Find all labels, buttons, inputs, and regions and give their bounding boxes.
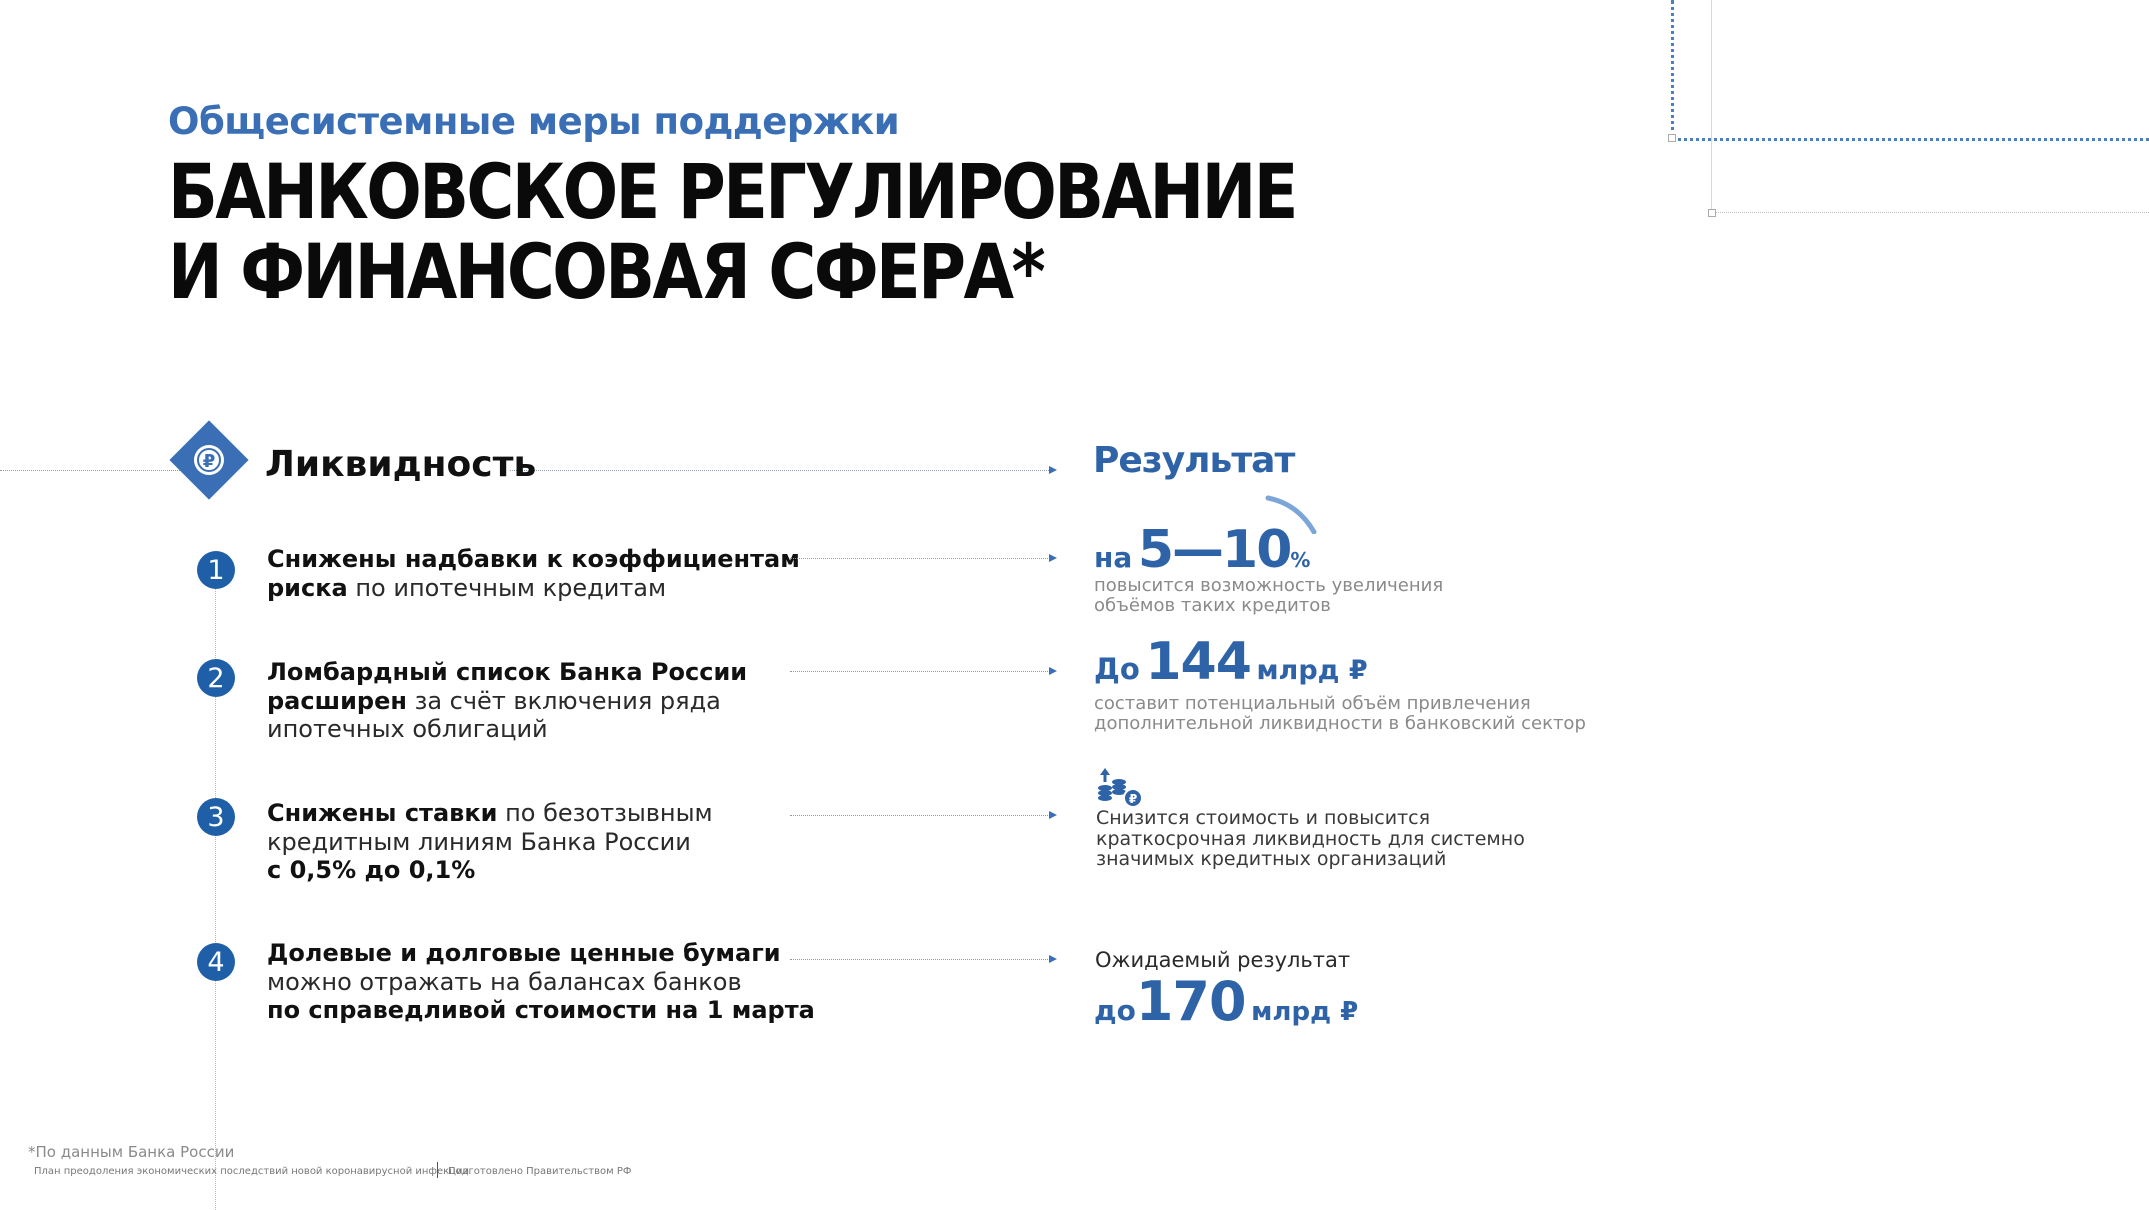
connector-line-1: [790, 558, 1052, 559]
page-title-line-2: И ФИНАНСОВАЯ СФЕРА*: [168, 227, 1044, 316]
step-number-2: 2: [197, 659, 235, 697]
page-title: [168, 147, 1296, 316]
result-2-desc: [1094, 694, 1586, 734]
ruble-coin-icon: [181, 432, 237, 488]
coins-up-icon: [1097, 766, 1143, 808]
measure-item-3: [267, 799, 713, 885]
connector-line-4: [790, 959, 1052, 960]
section-title: Ликвидность: [265, 444, 537, 485]
corner-hairline-vertical: [1711, 0, 1712, 212]
section-divider-left: [0, 470, 180, 471]
measure-3-text: по безотзывным: [497, 799, 713, 827]
result-2-number: 144: [1145, 632, 1251, 692]
result-4-label: Ожидаемый результат: [1095, 948, 1351, 972]
arrow-head-icon: [1049, 466, 1057, 474]
result-2-prefix: До: [1094, 652, 1140, 686]
measure-1-bold: Снижены надбавки к коэффициентам: [267, 545, 800, 573]
corner-square-marker: [1708, 209, 1716, 217]
svg-text:₽: ₽: [1128, 792, 1138, 806]
section-eyebrow: Общесистемные меры поддержки: [168, 100, 900, 143]
page-title-line-1: БАНКОВСКОЕ РЕГУЛИРОВАНИЕ: [168, 147, 1296, 236]
measure-4-text-2: можно отражать на балансах банков: [267, 967, 742, 996]
measure-3-bold-3: с 0,5% до 0,1%: [267, 856, 476, 884]
measure-item-1: [267, 545, 800, 602]
step-number-1: 1: [197, 551, 235, 589]
result-1-prefix: на: [1094, 541, 1133, 574]
result-2-desc-2: дополнительной ликвидности в банковский сектор: [1094, 713, 1586, 734]
connector-line-3: [790, 815, 1052, 816]
step-number-3: 3: [197, 798, 235, 836]
result-1-desc: [1094, 576, 1443, 616]
footnote: *По данным Банка России: [28, 1143, 235, 1161]
arrow-head-icon: [1049, 667, 1057, 675]
result-1-desc-2: объёмов таких кредитов: [1094, 595, 1331, 616]
svg-text:₽: ₽: [202, 451, 216, 472]
result-3-desc-2: краткосрочная ликвидность для системно: [1096, 827, 1525, 850]
measure-3-bold: Снижены ставки: [267, 799, 498, 827]
result-1-value: [1094, 520, 1310, 580]
measure-1-text: по ипотечным кредитам: [347, 573, 667, 602]
measure-3-text-2: кредитным линиям Банка России: [267, 827, 691, 856]
measure-1-bold-2: риска: [267, 573, 348, 602]
result-2-unit: млрд ₽: [1256, 655, 1368, 686]
corner-dots-horizontal: [1673, 138, 2149, 141]
result-4-number: 170: [1135, 970, 1246, 1033]
timeline-line: [215, 560, 216, 1210]
footer-plan: План преодоления экономических последствий новой коронавирусной инфекции: [34, 1166, 469, 1177]
arrow-head-icon: [1049, 554, 1057, 562]
connector-line-2: [790, 671, 1052, 672]
result-4-value: [1094, 970, 1358, 1033]
step-number-4: 4: [197, 943, 235, 981]
measure-2-bold: Ломбардный список Банка России: [267, 658, 748, 686]
result-3-desc-1: Снизится стоимость и повысится: [1096, 807, 1431, 829]
measure-item-4: [267, 939, 815, 1025]
result-2-value: [1094, 632, 1368, 692]
measure-item-2: [267, 658, 747, 744]
result-2-desc-1: составит потенциальный объём привлечения: [1094, 693, 1531, 714]
corner-hairline-horizontal: [1711, 212, 2149, 213]
result-3-desc-3: значимых кредитных организаций: [1096, 848, 1447, 870]
result-1-desc-1: повысится возможность увеличения: [1094, 575, 1444, 596]
measure-2-text-3: ипотечных облигаций: [267, 715, 548, 743]
corner-dots-vertical: [1671, 0, 1674, 138]
result-4-unit: млрд ₽: [1251, 997, 1359, 1027]
measure-2-text: за счёт включения ряда: [406, 686, 721, 715]
result-title: Результат: [1093, 440, 1295, 481]
measure-2-bold-2: расширен: [267, 686, 407, 715]
measure-4-bold: Долевые и долговые ценные бумаги: [267, 939, 781, 967]
measure-4-bold-3: по справедливой стоимости на 1 марта: [267, 996, 815, 1024]
result-3-desc: [1096, 808, 1525, 870]
section-divider-right: [510, 470, 1055, 471]
result-1-number: 5—10: [1137, 520, 1291, 580]
arrow-head-icon: [1049, 955, 1057, 963]
arrow-head-icon: [1049, 811, 1057, 819]
footer-divider: [437, 1162, 438, 1178]
result-4-prefix: до: [1094, 994, 1136, 1027]
result-1-unit: %: [1290, 548, 1311, 572]
corner-square-marker: [1668, 134, 1676, 142]
footer-by: Подготовлено Правительством РФ: [448, 1166, 632, 1177]
